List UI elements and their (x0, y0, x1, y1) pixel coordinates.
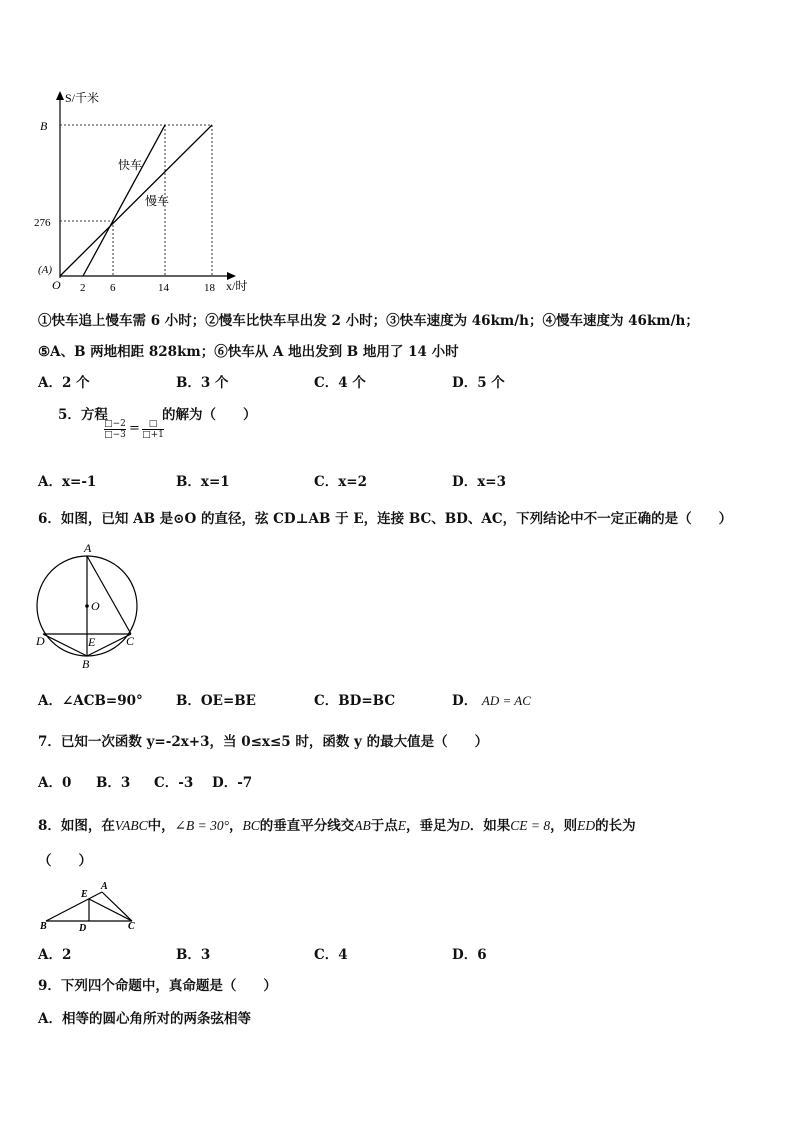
label-c: C (128, 921, 135, 932)
q8-ab: AB (354, 818, 371, 833)
label-e: E (81, 889, 88, 900)
q4-option-c[interactable]: C．4 个 (314, 375, 366, 391)
triangle-figure (38, 876, 142, 932)
q8-stem-g: ．如果 (469, 818, 511, 834)
q7-option-a[interactable]: A．0 (38, 775, 72, 791)
label-b: B (82, 657, 90, 670)
q6-option-d[interactable] (452, 692, 531, 710)
q4-option-b[interactable]: B．3 个 (176, 375, 229, 391)
q8-stem-f: ，垂足为 (406, 818, 460, 834)
label-d: D (36, 634, 45, 648)
q8-stem-i: 的长为 (595, 818, 636, 834)
label-c: C (126, 634, 135, 648)
q5-option-d[interactable]: D．x=3 (452, 474, 506, 490)
slow-car-line (60, 125, 212, 276)
label-o: O (91, 599, 100, 613)
label-b: B (40, 921, 47, 932)
y-tick-276: 276 (34, 217, 51, 229)
q6-option-b[interactable]: B．OE=BE (176, 693, 256, 709)
q8-stem-b: 中， (147, 818, 175, 834)
q5-option-b[interactable]: B．x=1 (176, 474, 230, 490)
q4-statements-line2: ⑤A、B 两地相距 828km；⑥快车从 A 地出发到 B 地用了 14 小时 (38, 344, 459, 360)
q5-equals: = (129, 421, 140, 436)
q5-tail: 的解为（ ） (162, 407, 257, 423)
slow-car-label: 慢车 (145, 194, 170, 208)
center-point (85, 604, 89, 608)
q8-stem-e: 于点 (370, 818, 398, 834)
q4-option-d[interactable]: D．5 个 (452, 375, 505, 391)
q8-option-a[interactable]: A．2 (38, 947, 72, 963)
q6-option-d-label: D． (452, 693, 478, 709)
x-tick-14: 14 (158, 282, 169, 294)
segment-ac (102, 892, 132, 921)
q8-option-b[interactable]: B．3 (176, 947, 211, 963)
q6-option-c[interactable]: C．BD=BC (314, 693, 396, 709)
segment-ab (46, 892, 102, 921)
b-label: B (40, 119, 48, 133)
q8-stem-c: ， (228, 818, 243, 834)
q4-statements-line1: ①快车追上慢车需 6 小时；②慢车比快车早出发 2 小时；③快车速度为 46km/h；④慢车速度为 46km/h； (38, 313, 699, 329)
label-a: A (84, 541, 92, 555)
circle-figure (34, 540, 140, 670)
q9-option-a[interactable]: A．相等的圆心角所对的两条弦相等 (38, 1011, 251, 1027)
q8-option-d[interactable]: D．6 (452, 947, 487, 963)
a-label: (A) (38, 264, 53, 276)
x-tick-6: 6 (110, 282, 116, 294)
q8-stem (38, 817, 636, 835)
q6-stem: 6．如图，已知 AB 是⊙O 的直径，弦 CD⊥AB 于 E，连接 BC、BD、AC，下列结论中不一定正确的是（ ） (38, 511, 733, 527)
q6-option-a[interactable]: A．∠ACB=90° (38, 693, 143, 709)
origin-label: O (52, 278, 61, 292)
x-axis-label: x/时 (226, 279, 248, 293)
q8-stem-d: 的垂直平分线交 (259, 818, 355, 834)
q7-option-d[interactable]: D．-7 (212, 775, 253, 791)
q8-angle: ∠B = 30° (174, 818, 229, 833)
label-a: A (101, 881, 108, 892)
q8-paren: （ ） (38, 853, 92, 869)
segment-ac (87, 556, 131, 634)
q4-option-a[interactable]: A．2 个 (38, 375, 90, 391)
q5-frac-left-den: □−3 (104, 430, 126, 440)
q8-ce: CE = 8 (510, 818, 551, 833)
q5-frac-right-den: □+1 (142, 430, 164, 440)
label-d: D (79, 923, 87, 932)
q8-stem-h: ，则 (550, 818, 578, 834)
q7-option-b[interactable]: B．3 (96, 775, 131, 791)
y-axis-arrow (56, 91, 64, 100)
q5-option-a[interactable]: A．x=-1 (38, 474, 97, 490)
q8-stem-a: 8．如图，在 (38, 818, 115, 834)
q5-stem: 5．方程 (58, 407, 108, 423)
q7-option-c[interactable]: C．-3 (154, 775, 194, 791)
x-tick-2: 2 (80, 282, 86, 294)
segment-ec (89, 899, 132, 921)
q5-option-c[interactable]: C．x=2 (314, 474, 367, 490)
q8-tri: VABC (114, 818, 148, 833)
distance-time-graph (30, 88, 260, 303)
q8-option-c[interactable]: C．4 (314, 947, 348, 963)
q8-e: E (397, 818, 406, 833)
q5-frac-left-num: □−2 (104, 419, 126, 429)
q9-stem: 9．下列四个命题中，真命题是（ ） (38, 978, 277, 994)
q8-d: D (460, 818, 470, 833)
y-axis-label: S/千米 (65, 91, 100, 105)
q5-frac-right (142, 419, 164, 440)
x-tick-18: 18 (204, 282, 215, 294)
q8-bc: BC (242, 818, 260, 833)
q7-stem: 7．已知一次函数 y=-2x+3，当 0≤x≤5 时，函数 y 的最大值是（ ） (38, 734, 489, 750)
label-e: E (88, 635, 96, 649)
q5-frac-left (104, 419, 126, 440)
fast-car-label: 快车 (118, 158, 143, 172)
segment-bd (43, 634, 87, 656)
q6-option-d-formula: AD = AC (481, 693, 531, 708)
q8-ed: ED (577, 818, 596, 833)
q5-frac-right-num: □ (142, 419, 164, 430)
